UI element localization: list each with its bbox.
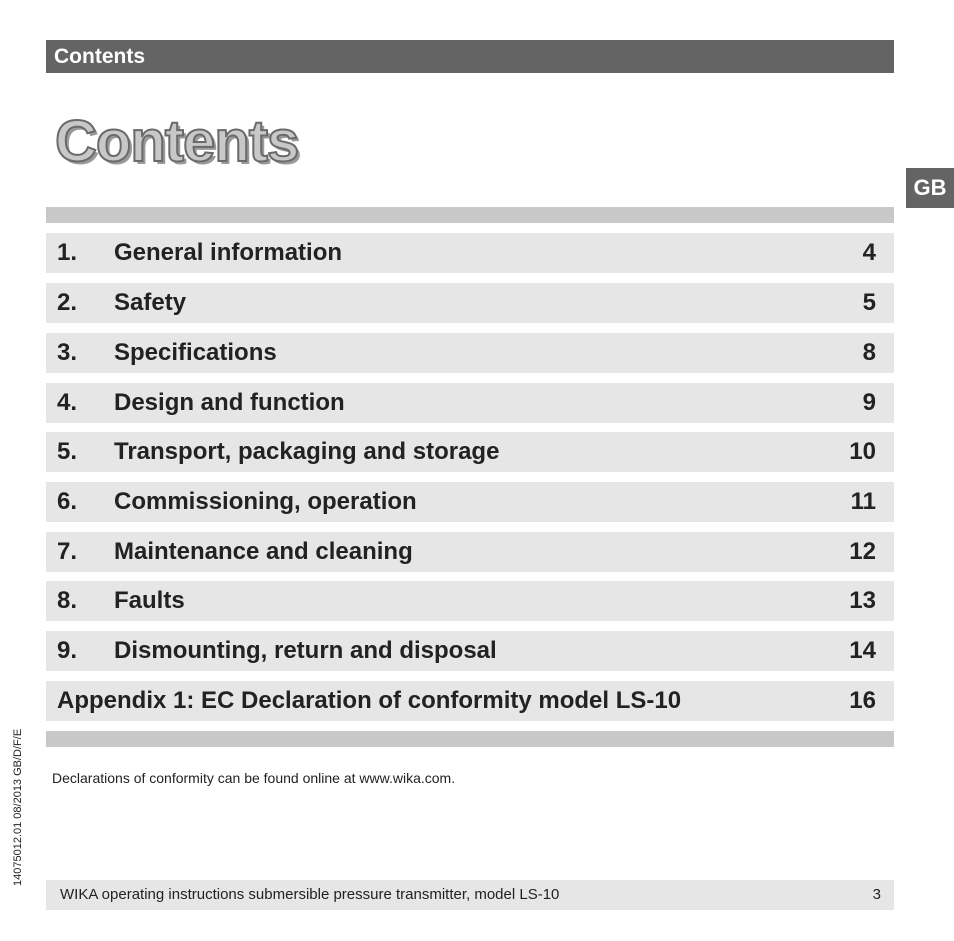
toc-row-5[interactable] bbox=[46, 432, 894, 472]
toc-number: 4. bbox=[57, 389, 78, 416]
toc-page-number: 12 bbox=[849, 538, 876, 565]
toc-title: General information bbox=[114, 239, 343, 266]
toc-row-4[interactable] bbox=[46, 383, 894, 423]
toc-number: 8. bbox=[57, 587, 78, 614]
toc-row-3[interactable] bbox=[46, 333, 894, 373]
section-header: Contents bbox=[46, 40, 894, 73]
toc-row-9[interactable] bbox=[46, 631, 894, 671]
toc-page-number: 8 bbox=[862, 339, 876, 366]
footer-text: WIKA operating instructions submersible pressure transmitter, model LS-10 bbox=[60, 886, 560, 903]
toc-number: 7. bbox=[57, 538, 78, 565]
toc-page-number: 11 bbox=[850, 488, 876, 515]
toc-page-number: 13 bbox=[849, 587, 876, 614]
toc-title: Safety bbox=[114, 289, 187, 316]
toc-number: 9. bbox=[57, 637, 78, 664]
toc-number: 3. bbox=[57, 339, 78, 366]
toc-row-6[interactable] bbox=[46, 482, 894, 522]
toc-title: Transport, packaging and storage bbox=[114, 438, 500, 465]
toc-row-appendix[interactable] bbox=[46, 681, 894, 721]
conformity-note: Declarations of conformity can be found online at www.wika.com. bbox=[52, 770, 456, 786]
toc-title: Specifications bbox=[114, 339, 277, 366]
toc-title: Maintenance and cleaning bbox=[114, 538, 413, 565]
document-code: 14075012.01 08/2013 GB/D/F/E bbox=[12, 728, 24, 886]
top-divider bbox=[46, 207, 894, 223]
toc-number: 6. bbox=[57, 488, 78, 515]
toc-row-7[interactable] bbox=[46, 532, 894, 572]
toc-page-number: 10 bbox=[849, 438, 876, 465]
toc-title: Commissioning, operation bbox=[114, 488, 417, 515]
toc-number: 2. bbox=[57, 289, 78, 316]
language-tab: GB bbox=[906, 168, 954, 208]
footer-page-number: 3 bbox=[872, 886, 881, 903]
toc-title: Design and function bbox=[114, 389, 345, 416]
toc-row-1[interactable] bbox=[46, 233, 894, 273]
toc-row-2[interactable] bbox=[46, 283, 894, 323]
toc-title: Faults bbox=[114, 587, 185, 614]
toc-number: 5. bbox=[57, 438, 78, 465]
toc-page-number: 14 bbox=[849, 637, 876, 664]
toc-number: 1. bbox=[57, 239, 78, 266]
page-footer bbox=[46, 880, 894, 910]
toc-title: Dismounting, return and disposal bbox=[114, 637, 497, 664]
toc-page-number: 9 bbox=[862, 389, 876, 416]
page-title: Contents bbox=[55, 109, 299, 174]
toc-title: Appendix 1: EC Declaration of conformity model LS-10 bbox=[57, 687, 682, 714]
bottom-divider bbox=[46, 731, 894, 747]
toc-page-number: 16 bbox=[849, 687, 876, 714]
toc-page-number: 4 bbox=[862, 239, 876, 266]
toc-row-8[interactable] bbox=[46, 581, 894, 621]
toc-page-number: 5 bbox=[862, 289, 876, 316]
